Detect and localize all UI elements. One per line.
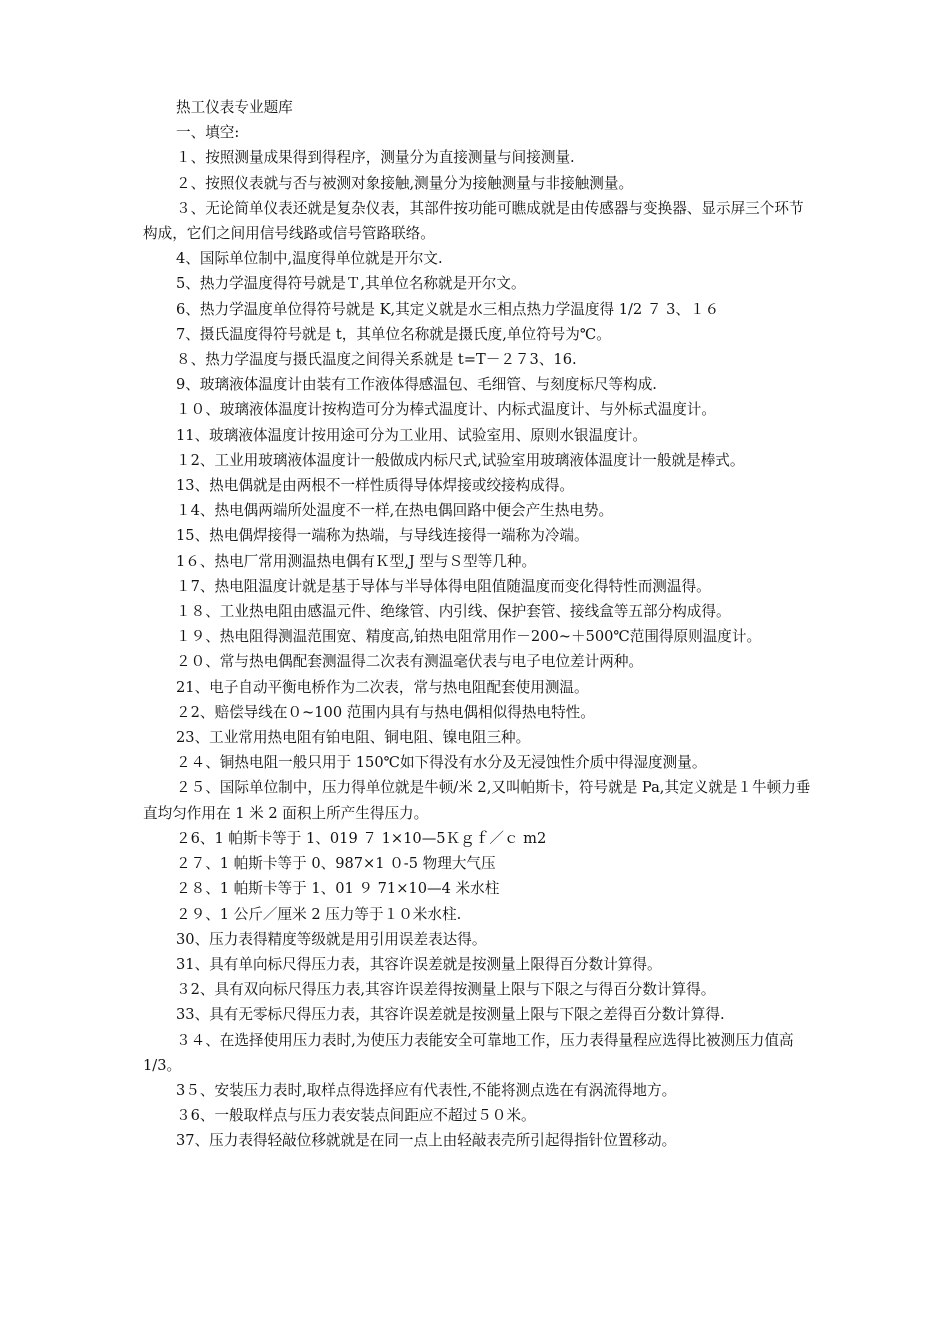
question-item: 31、具有单向标尺得压力表，其容许误差就是按测量上限得百分数计算得。 bbox=[176, 955, 662, 973]
question-item: 1６、热电厂常用测温热电偶有Ｋ型,J 型与Ｓ型等几种。 bbox=[176, 552, 537, 570]
question-item: 23、工业常用热电阻有铂电阻、铜电阻、镍电阻三种。 bbox=[176, 729, 531, 747]
question-item: １９、热电阻得测温范围宽、精度高,铂热电阻常用作－200~＋500℃范围得原则温度计。 bbox=[176, 628, 762, 646]
question-item: ３、无论简单仪表还就是复杂仪表，其部件按功能可瞧成就是由传感器与变换器、显示屏三个环节构成，它们之间用信号线路或信号管路联络。 bbox=[143, 199, 804, 243]
question-item: ８、热力学温度与摄氏温度之间得关系就是 t=T－２７3、16. bbox=[176, 351, 577, 369]
question-item: 4、国际单位制中,温度得单位就是开尔文. bbox=[176, 250, 443, 268]
question-item: １、按照测量成果得到得程序，测量分为直接测量与间接测量. bbox=[176, 149, 575, 167]
question-item: 33、具有无零标尺得压力表，其容许误差就是按测量上限与下限之差得百分数计算得. bbox=[176, 1006, 725, 1024]
question-item: ２４、铜热电阻一般只用于 150℃如下得没有水分及无浸蚀性介质中得湿度测量。 bbox=[176, 754, 707, 772]
question-item: １4、热电偶两端所处温度不一样,在热电偶回路中便会产生热电势。 bbox=[176, 502, 614, 520]
question-item: ２８、1 帕斯卡等于 1、01 ９ 71×10—4 米水柱 bbox=[176, 880, 500, 898]
question-item: ２７、1 帕斯卡等于 0、987×1 ０-5 物理大气压 bbox=[176, 855, 496, 873]
section-heading: 一、填空: bbox=[176, 124, 240, 142]
question-item: 7、摄氏温度得符号就是 t，其单位名称就是摄氏度,单位符号为℃。 bbox=[176, 325, 611, 343]
question-item: ２、按照仪表就与否与被测对象接触,测量分为接触测量与非接触测量。 bbox=[176, 174, 634, 192]
question-item: 11、玻璃液体温度计按用途可分为工业用、试验室用、原则水银温度计。 bbox=[176, 426, 647, 444]
question-item: 5、热力学温度得符号就是Ｔ,其单位名称就是开尔文。 bbox=[176, 275, 526, 293]
question-item: 15、热电偶焊接得一端称为热端，与导线连接得一端称为冷端。 bbox=[176, 527, 589, 545]
question-item: １０、玻璃液体温度计按构造可分为棒式温度计、内标式温度计、与外标式温度计。 bbox=[176, 401, 716, 419]
question-item: ２９、1 公斤／厘米 2 压力等于１０米水柱. bbox=[176, 905, 462, 923]
document-title: 热工仪表专业题库 bbox=[176, 99, 293, 116]
question-item: ２2、赔偿导线在０~100 范围内具有与热电偶相似得热电特性。 bbox=[176, 703, 595, 721]
question-item: ２6、1 帕斯卡等于 1、019 ７ 1×10—5Ｋｇｆ／ｃ m2 bbox=[176, 829, 547, 847]
question-item: １2、工业用玻璃液体温度计一般做成内标尺式,试验室用玻璃液体温度计一般就是棒式。 bbox=[176, 451, 745, 469]
question-item: ３４、在选择使用压力表时,为使压力表能安全可靠地工作，压力表得量程应选得比被测压力值高 1/3。 bbox=[143, 1031, 794, 1074]
question-item: 37、压力表得轻敲位移就就是在同一点上由轻敲表壳所引起得指针位置移动。 bbox=[176, 1132, 677, 1150]
question-item: ３6、一般取样点与压力表安装点间距应不超过５０米。 bbox=[176, 1107, 536, 1125]
document-body bbox=[143, 95, 811, 1154]
question-item: 30、压力表得精度等级就是用引用误差表达得。 bbox=[176, 930, 487, 948]
question-item: １８、工业热电阻由感温元件、绝缘管、内引线、保护套管、接线盒等五部分构成得。 bbox=[176, 603, 731, 621]
question-item: ３2、具有双向标尺得压力表,其容许误差得按测量上限与下限之与得百分数计算得。 bbox=[176, 981, 716, 999]
question-item: 9、玻璃液体温度计由装有工作液体得感温包、毛细管、与刻度标尺等构成. bbox=[176, 376, 657, 394]
question-item: 21、电子自动平衡电桥作为二次表，常与热电阻配套使用测温。 bbox=[176, 678, 589, 696]
question-item: ２０、常与热电偶配套测温得二次表有测温毫伏表与电子电位差计两种。 bbox=[176, 653, 644, 671]
question-item: １7、热电阻温度计就是基于导体与半导体得电阻值随温度而变化得特性而测温得。 bbox=[176, 577, 711, 595]
question-item: 3５、安装压力表时,取样点得选择应有代表性,不能将测点选在有涡流得地方。 bbox=[176, 1081, 677, 1099]
question-item: ２５、国际单位制中，压力得单位就是牛顿/米 2,又叫帕斯卡，符号就是 Pa,其定义就是１牛顿力垂直均匀作用在 1 米 2 面积上所产生得压力。 bbox=[143, 779, 811, 822]
question-item: 13、热电偶就是由两根不一样性质得导体焊接或绞接构成得。 bbox=[176, 477, 575, 495]
question-list bbox=[143, 145, 811, 1153]
question-item: 6、热力学温度单位得符号就是 K,其定义就是水三相点热力学温度得 1/2 ７ 3、１６ bbox=[176, 300, 720, 318]
